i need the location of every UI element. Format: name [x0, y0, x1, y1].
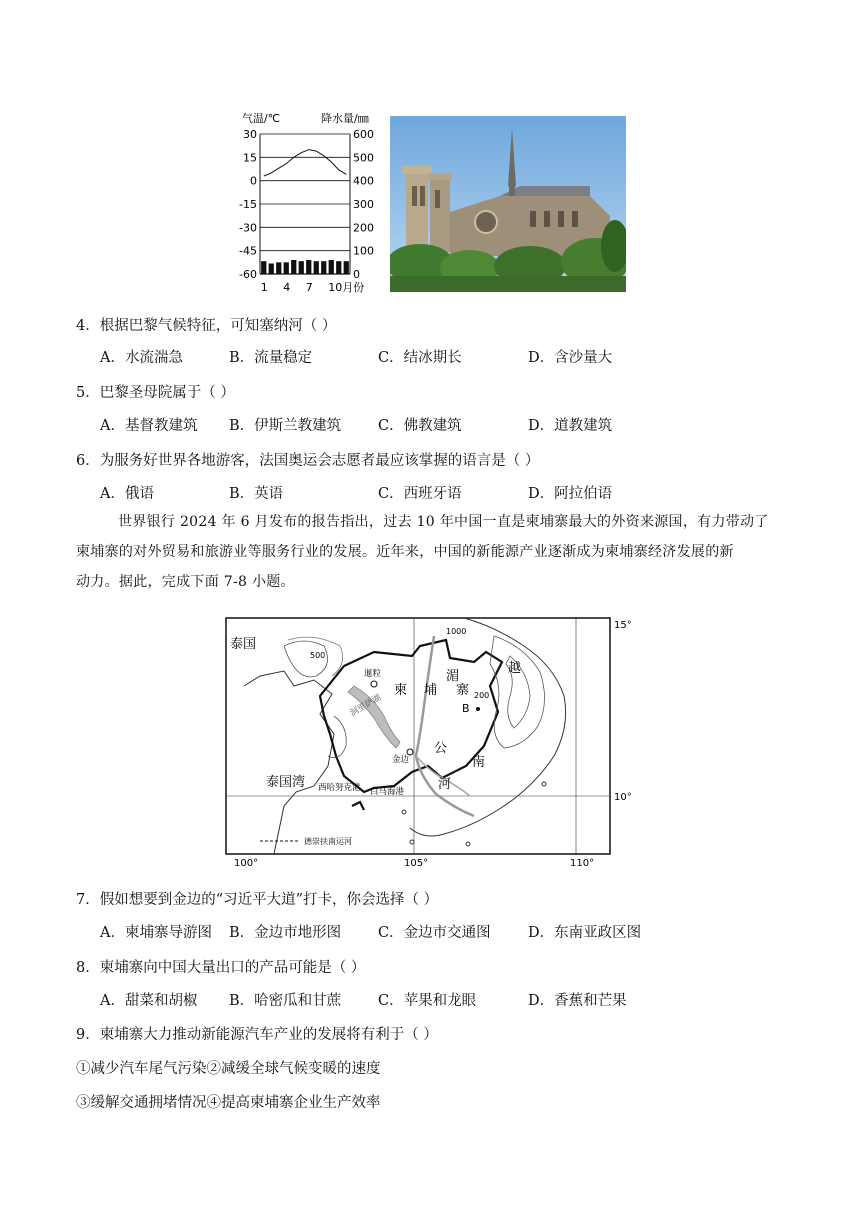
map-contour-1000: 1000	[446, 627, 467, 636]
precip-tick-label: 300	[353, 198, 374, 211]
map-label-gulf: 泰国湾	[266, 775, 306, 790]
question-8-stem: 8．柬埔寨向中国大量出口的产品可能是（ ）	[76, 960, 366, 976]
passage-line-3: 动力。据此，完成下面 7-8 小题。	[76, 574, 295, 590]
question-5-stem: 5．巴黎圣母院属于（ ）	[76, 385, 235, 401]
q6-option-c[interactable]: C．西班牙语	[378, 486, 462, 502]
map-label-sihanoukville: 西哈努克港	[318, 783, 361, 793]
temp-tick-label: -45	[239, 244, 257, 258]
q9-statement-line-1: ①减少汽车尾气污染②减缓全球气候变暖的速度	[76, 1061, 381, 1077]
map-label-phnom-penh: 金边	[392, 755, 410, 765]
precipitation-bar	[269, 264, 274, 275]
notre-dame-photo	[390, 116, 626, 292]
map-label-cambodia-2: 埔	[424, 683, 438, 698]
map-label-point-b: B	[462, 702, 470, 715]
temp-tick-label: -15	[239, 198, 257, 211]
q4-option-a[interactable]: A．水流湍急	[100, 350, 183, 366]
precipitation-bar	[291, 260, 296, 274]
q8-option-d[interactable]: D．香蕉和芒果	[528, 993, 627, 1009]
q6-option-b[interactable]: B．英语	[229, 486, 284, 502]
map-label-siem-reap: 暹粒	[364, 669, 382, 679]
q8-option-a[interactable]: A．甜菜和胡椒	[100, 993, 198, 1009]
map-label-cambodia-1: 柬	[394, 683, 408, 698]
passage	[76, 507, 780, 597]
passage-line-2: 柬埔寨的对外贸易和旅游业等服务行业的发展。近年来，中国的新能源产业逐渐成为柬埔寨经济发展的新	[76, 544, 734, 560]
q8-option-b[interactable]: B．哈密瓜和甘蔗	[229, 993, 342, 1009]
precip-tick-label: 400	[353, 174, 374, 188]
temp-tick-label: 15	[243, 151, 257, 165]
temp-tick-label: -60	[239, 268, 257, 281]
map-label-vietnam-1: 越	[508, 661, 522, 676]
q4-option-b[interactable]: B．流量稳定	[229, 350, 313, 366]
question-9-stem: 9．柬埔寨大力推动新能源汽车产业的发展将有利于（ ）	[76, 1027, 438, 1043]
q6-option-a[interactable]: A．俄语	[100, 486, 154, 502]
map-label-vietnam-2: 南	[472, 755, 486, 770]
month-tick-label: 1	[260, 281, 268, 294]
map-contour-200: 200	[474, 691, 490, 700]
passage-line-1: 世界银行 2024 年 6 月发布的报告指出，过去 10 年中国一直是柬埔寨最大的外资来源国，有力带动了	[118, 514, 769, 530]
q4-option-c[interactable]: C．结冰期长	[378, 350, 462, 366]
q8-option-c[interactable]: C．苹果和龙眼	[378, 993, 477, 1009]
climate-chart	[228, 108, 380, 300]
precip-tick-label: 500	[353, 151, 374, 165]
map-contour-500: 500	[310, 651, 326, 660]
q9-statement-line-2: ③缓解交通拥堵情况④提高柬埔寨企业生产效率	[76, 1095, 381, 1111]
lon-tick-100: 100°	[234, 858, 259, 868]
temp-tick-label: -30	[239, 221, 257, 235]
map-label-thailand: 泰国	[230, 637, 257, 652]
month-tick-label: 7	[305, 281, 313, 294]
q5-option-d[interactable]: D．道教建筑	[528, 418, 613, 434]
precipitation-bar	[261, 261, 266, 274]
q6-option-d[interactable]: D．阿拉伯语	[528, 486, 613, 502]
month-tick-label: 4	[283, 281, 291, 294]
lat-tick-15: 15°	[614, 620, 632, 631]
q4-option-d[interactable]: D．含沙量大	[528, 350, 613, 366]
temp-axis-label: 气温/℃	[242, 112, 281, 125]
map-label-laos: 湄	[446, 669, 460, 684]
precipitation-bar	[329, 260, 334, 274]
map-label-tonle-sap: 洞里萨湖	[348, 692, 383, 719]
lon-tick-110: 110°	[570, 858, 595, 868]
lon-tick-105: 105°	[404, 858, 429, 868]
lat-tick-10: 10°	[614, 792, 632, 803]
precipitation-bar	[344, 261, 349, 274]
temp-tick-label: 30	[243, 128, 257, 141]
q7-option-c[interactable]: C．金边市交通图	[378, 925, 491, 941]
precip-tick-label: 600	[353, 128, 374, 141]
q7-option-d[interactable]: D．东南亚政区图	[528, 925, 642, 941]
map-legend-canal: 德崇扶南运河	[304, 837, 352, 846]
precipitation-bar	[299, 261, 304, 274]
precip-tick-label: 100	[353, 244, 374, 258]
precipitation-bar	[314, 261, 319, 274]
cambodia-map	[224, 616, 644, 868]
map-label-cambodia-3: 寨	[456, 683, 470, 698]
q5-option-c[interactable]: C．佛教建筑	[378, 418, 462, 434]
temperature-line	[264, 150, 347, 176]
question-6-stem: 6．为服务好世界各地游客，法国奥运会志愿者最应该掌握的语言是（ ）	[76, 453, 540, 469]
q5-option-b[interactable]: B．伊斯兰教建筑	[229, 418, 342, 434]
map-label-mekong-3: 河	[438, 777, 452, 792]
precipitation-bar	[284, 262, 289, 274]
precip-tick-label: 200	[353, 221, 374, 235]
q7-option-b[interactable]: B．金边市地形图	[229, 925, 342, 941]
precipitation-bar	[336, 261, 341, 274]
q5-option-a[interactable]: A．基督教建筑	[100, 418, 198, 434]
q7-option-a[interactable]: A．柬埔寨导游图	[100, 925, 212, 941]
temp-tick-label: 0	[250, 174, 257, 188]
precipitation-bar	[306, 260, 311, 274]
precip-axis-label: 降水量/㎜	[321, 112, 369, 125]
map-label-mekong-2: 公	[434, 741, 448, 756]
month-tick-label: 10月份	[328, 281, 365, 294]
precipitation-bar	[276, 262, 281, 274]
precip-tick-label: 0	[353, 268, 360, 281]
precipitation-bar	[321, 261, 326, 274]
map-label-ream: 白马海港	[370, 787, 405, 797]
question-4-stem: 4．根据巴黎气候特征，可知塞纳河（ ）	[76, 318, 337, 334]
question-7-stem: 7．假如想要到金边的“习近平大道”打卡，你会选择（ ）	[76, 892, 439, 908]
